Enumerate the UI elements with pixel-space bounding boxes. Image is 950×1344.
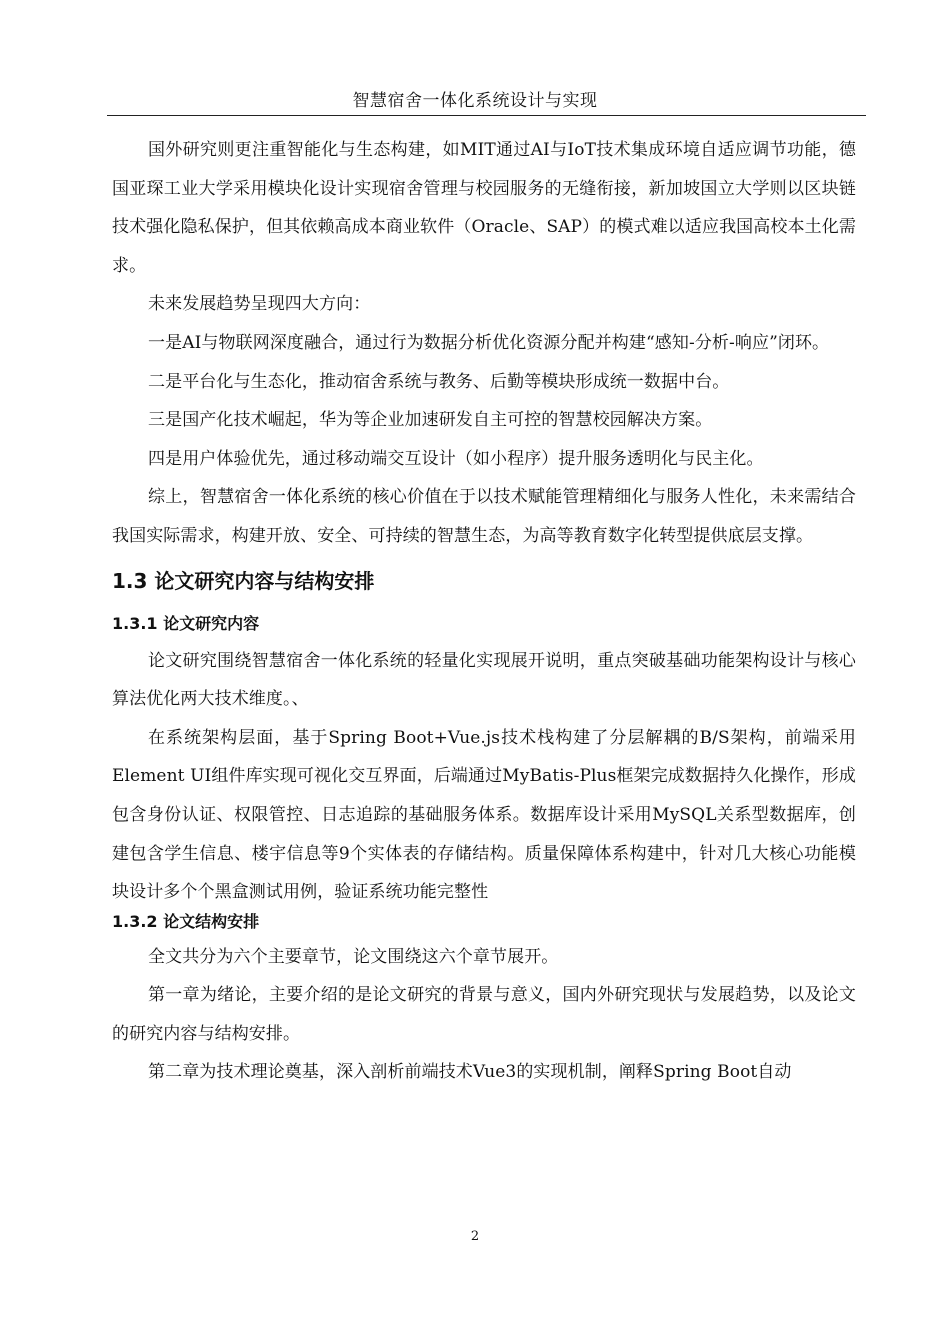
paragraph-chapter-2: 第二章为技术理论奠基，深入剖析前端技术Vue3的实现机制，阐释Spring Boot自动 — [148, 1062, 792, 1083]
paragraph-trend-2: 二是平台化与生态化，推动宿舍系统与教务、后勤等模块形成统一数据中台。 — [148, 371, 730, 392]
paragraph-summary: 综上，智慧宿舍一体化系统的核心价值在于以技术赋能管理精细化与服务人性化，未来需结合我国实际需求，构建开放、安全、可持续的智慧生态，为高等教育数字化转型提供底层支撑。 — [112, 487, 856, 546]
paragraph-architecture: 在系统架构层面，基于Spring Boot+Vue.js技术栈构建了分层解耦的B/S架构，前端采用Element UI组件库实现可视化交互界面，后端通过MyBatis-Plus框架完成数据持久化操作，形成包含身份认证、权限管控、日志追踪的基础服务体系。数据库设计采用MySQL关系型数据库，创建包含学生信息、楼宇信息等9个实体表的存储结构。质量保障体系构建中，针对几大核心功能模块设计多个个黑盒测试用例，验证系统功能完整性 — [112, 727, 856, 903]
document-body — [112, 131, 856, 1092]
paragraph-chapter-1: 第一章为绪论，主要介绍的是论文研究的背景与意义，国内外研究现状与发展趋势，以及论文的研究内容与结构安排。 — [112, 985, 856, 1044]
section-heading-1-3: 1.3 论文研究内容与结构安排 — [112, 568, 375, 593]
paragraph-foreign-research: 国外研究则更注重智能化与生态构建，如MIT通过AI与IoT技术集成环境自适应调节功能，德国亚琛工业大学采用模块化设计实现宿舍管理与校园服务的无缝衔接，新加坡国立大学则以区块链技术强化隐私保护，但其依赖高成本商业软件（Oracle、SAP）的模式难以适应我国高校本土化需求。 — [112, 140, 856, 276]
section-heading-1-3-2: 1.3.2 论文结构安排 — [112, 911, 260, 931]
page-header: 智慧宿舍一体化系统设计与实现 — [352, 91, 598, 111]
paragraph-trend-1: 一是AI与物联网深度融合，通过行为数据分析优化资源分配并构建“感知-分析-响应”闭环。 — [148, 332, 830, 353]
section-heading-1-3-1: 1.3.1 论文研究内容 — [112, 613, 260, 633]
header-divider — [107, 115, 866, 116]
paragraph-structure-overview: 全文共分为六个主要章节，论文围绕这六个章节展开。 — [148, 946, 559, 967]
paragraph-research-content: 论文研究围绕智慧宿舍一体化系统的轻量化实现展开说明，重点突破基础功能架构设计与核心算法优化两大技术维度。、 — [112, 650, 856, 710]
paragraph-trends-intro: 未来发展趋势呈现四大方向： — [148, 294, 371, 315]
paragraph-trend-4: 四是用户体验优先，通过移动端交互设计（如小程序）提升服务透明化与民主化。 — [148, 448, 764, 469]
page-number: 2 — [470, 1229, 480, 1244]
paragraph-trend-3: 三是国产化技术崛起，华为等企业加速研发自主可控的智慧校园解决方案。 — [148, 410, 713, 431]
